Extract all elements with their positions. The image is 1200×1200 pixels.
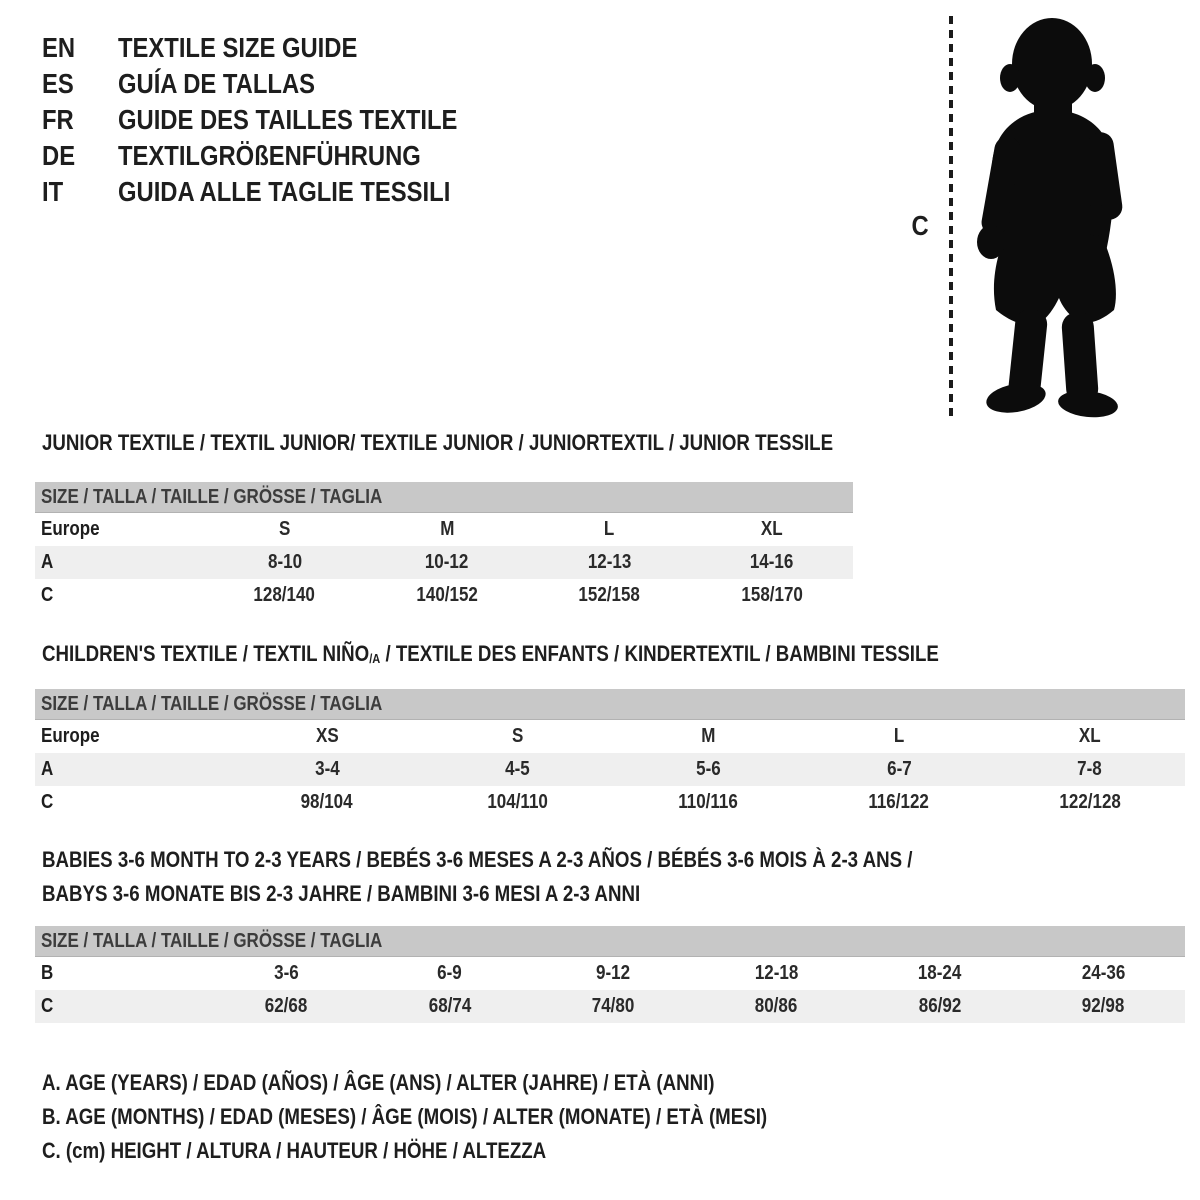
title-fr: GUIDE DES TAILLES TEXTILE (118, 104, 458, 135)
babies-section-title-line1: BABIES 3-6 MONTH TO 2-3 YEARS / BEBÉS 3-6 MESES A 2-3 AÑOS / BÉBÉS 3-6 MOIS À 2-3 ANS / (42, 847, 913, 872)
babies-section-title-line2: BABYS 3-6 MONATE BIS 2-3 JAHRE / BAMBINI 3-6 MESI A 2-3 ANNI (42, 881, 641, 906)
children-col-s: S (512, 725, 524, 747)
height-measure-label: C (911, 210, 929, 241)
junior-col-xl: XL (760, 518, 783, 540)
lang-row-fr (42, 102, 517, 138)
junior-row-a: A 8-10 10-12 12-13 14-16 (35, 546, 853, 579)
children-size-header-bar: SIZE / TALLA / TAILLE / GRÖSSE / TAGLIA (35, 689, 1185, 720)
babies-row-c: C 62/68 68/74 74/80 80/86 86/92 92/98 (35, 990, 1185, 1023)
junior-col-s: S (278, 518, 291, 540)
lang-row-es (42, 66, 517, 102)
legend-line-a: A. AGE (YEARS) / EDAD (AÑOS) / ÂGE (ANS) / ALTER (JAHRE) / ETÀ (ANNI) (42, 1070, 715, 1095)
junior-europe-row (35, 513, 853, 546)
babies-row-b: B 3-6 6-9 9-12 12-18 18-24 24-36 (41, 962, 1125, 984)
toddler-silhouette (964, 14, 1140, 418)
children-col-xl: XL (1078, 725, 1101, 747)
silhouette-ear-right (1085, 64, 1105, 92)
title-en: TEXTILE SIZE GUIDE (118, 32, 358, 63)
children-region-label: Europe (41, 725, 100, 747)
children-size-table (35, 689, 1185, 819)
legend-line-b: B. AGE (MONTHS) / EDAD (MESES) / ÂGE (MOIS) / ALTER (MONATE) / ETÀ (MESI) (42, 1104, 768, 1129)
lang-row-en (42, 30, 517, 66)
title-es: GUÍA DE TALLAS (118, 68, 316, 99)
lang-row-it (42, 174, 517, 210)
junior-row-c: C 128/140 140/152 152/158 158/170 (41, 584, 803, 606)
silhouette-shorts (994, 246, 1116, 325)
lang-code-en: EN (42, 32, 76, 63)
junior-col-m: M (439, 518, 455, 540)
babies-size-table (35, 926, 1185, 1023)
children-col-l: L (893, 725, 905, 747)
silhouette-head (1012, 18, 1092, 110)
junior-size-header-bar: SIZE / TALLA / TAILLE / GRÖSSE / TAGLIA (35, 482, 853, 513)
children-col-xs: XS (315, 725, 339, 747)
legend-line-c: C. (cm) HEIGHT / ALTURA / HAUTEUR / HÖHE / ALTEZZA (42, 1138, 547, 1163)
lang-code-it: IT (42, 176, 64, 207)
lang-code-es: ES (42, 68, 74, 99)
junior-section-title: JUNIOR TEXTILE / TEXTIL JUNIOR/ TEXTILE JUNIOR / JUNIORTEXTIL / JUNIOR TESSILE (42, 430, 834, 455)
title-de: TEXTILGRÖßENFÜHRUNG (118, 140, 421, 171)
language-header (42, 30, 517, 210)
babies-size-header-bar: SIZE / TALLA / TAILLE / GRÖSSE / TAGLIA (35, 926, 1185, 957)
height-measure-dashed-line (949, 16, 953, 418)
children-row-a: A 3-4 4-5 5-6 6-7 7-8 (35, 753, 1185, 786)
children-europe-row (35, 720, 1185, 753)
junior-region-label: Europe (41, 518, 100, 540)
lang-code-fr: FR (42, 104, 74, 135)
title-it: GUIDA ALLE TAGLIE TESSILI (118, 176, 451, 207)
children-row-c: C 98/104 104/110 110/116 116/122 122/128 (41, 791, 1121, 813)
junior-col-l: L (604, 518, 615, 540)
children-section-title: CHILDREN'S TEXTILE / TEXTIL NIÑO/A / TEXTILE DES ENFANTS / KINDERTEXTIL / BAMBINI TESSILE (42, 641, 939, 666)
junior-size-table (35, 482, 853, 612)
children-col-m: M (701, 725, 716, 747)
lang-code-de: DE (42, 140, 76, 171)
lang-row-de (42, 138, 517, 174)
silhouette-ear-left (1000, 64, 1020, 92)
